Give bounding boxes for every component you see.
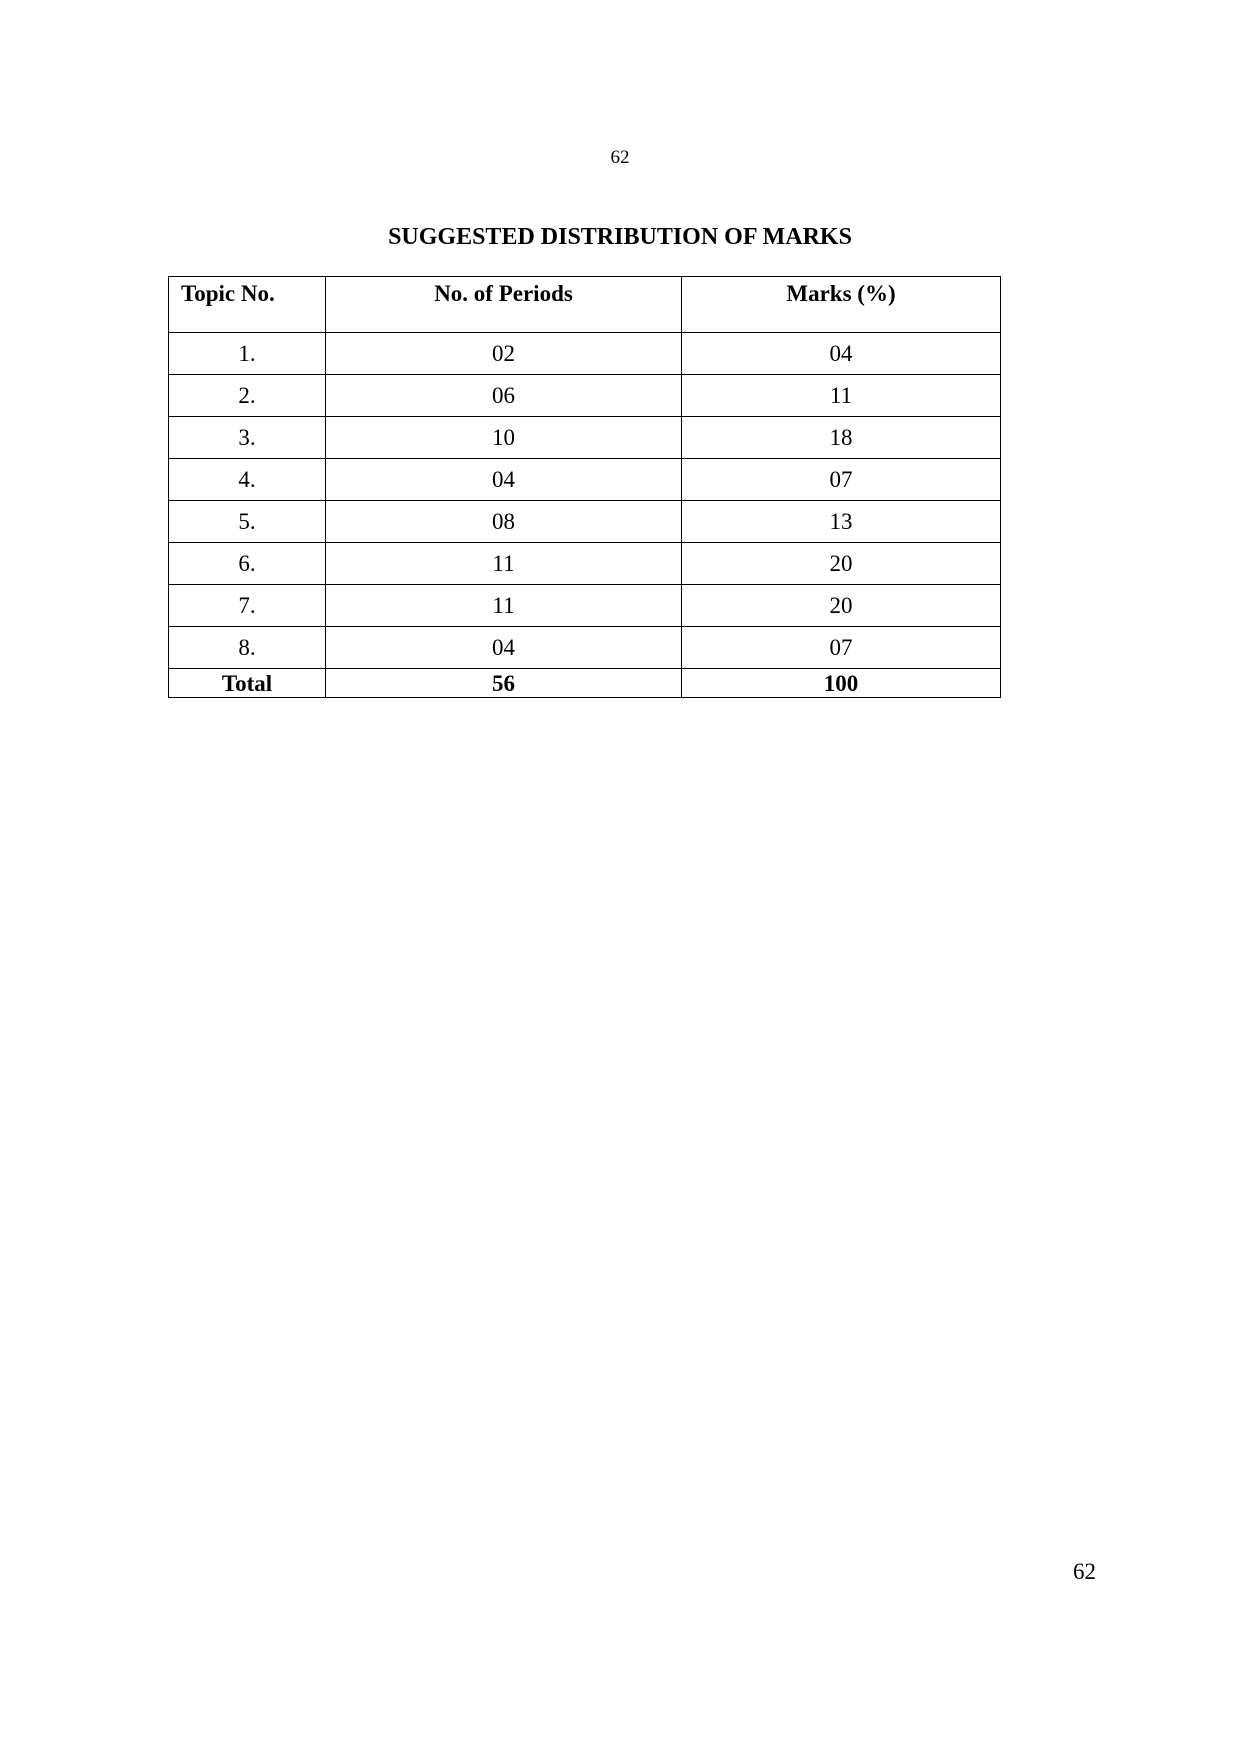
topic-no-cell: 8.: [169, 627, 326, 669]
page-number-top: 62: [610, 147, 630, 168]
topic-no-cell: 3.: [169, 417, 326, 459]
table-row: [169, 417, 1001, 459]
periods-cell: 02: [326, 333, 682, 375]
periods-cell: 04: [326, 459, 682, 501]
table-header-row: [169, 277, 1001, 333]
marks-cell: 13: [682, 501, 1001, 543]
table-row: [169, 459, 1001, 501]
column-header-marks-percent: Marks (%): [682, 277, 1001, 333]
page-title: SUGGESTED DISTRIBUTION OF MARKS: [388, 224, 852, 250]
marks-cell: 11: [682, 375, 1001, 417]
topic-no-cell: 1.: [169, 333, 326, 375]
marks-cell: 18: [682, 417, 1001, 459]
topic-no-cell: 7.: [169, 585, 326, 627]
marks-cell: 04: [682, 333, 1001, 375]
periods-cell: 11: [326, 543, 682, 585]
total-marks-cell: 100: [682, 669, 1001, 698]
table-row: [169, 375, 1001, 417]
topic-no-cell: 4.: [169, 459, 326, 501]
column-header-topic-no: Topic No.: [169, 277, 326, 333]
topic-no-cell: 6.: [169, 543, 326, 585]
periods-cell: 04: [326, 627, 682, 669]
marks-cell: 07: [682, 459, 1001, 501]
table-row: [169, 501, 1001, 543]
periods-cell: 06: [326, 375, 682, 417]
topic-no-cell: 2.: [169, 375, 326, 417]
total-label-cell: Total: [169, 669, 326, 698]
periods-cell: 10: [326, 417, 682, 459]
marks-cell: 20: [682, 585, 1001, 627]
marks-cell: 07: [682, 627, 1001, 669]
topic-no-cell: 5.: [169, 501, 326, 543]
page-number-bottom: 62: [1073, 1559, 1096, 1584]
periods-cell: 08: [326, 501, 682, 543]
table-row: [169, 543, 1001, 585]
total-periods-cell: 56: [326, 669, 682, 698]
table-row: [169, 333, 1001, 375]
marks-cell: 20: [682, 543, 1001, 585]
column-header-no-of-periods: No. of Periods: [326, 277, 682, 333]
table-row: [169, 627, 1001, 669]
table-row: [169, 585, 1001, 627]
periods-cell: 11: [326, 585, 682, 627]
marks-distribution-table: [168, 276, 1001, 698]
table-total-row: [169, 669, 1001, 698]
